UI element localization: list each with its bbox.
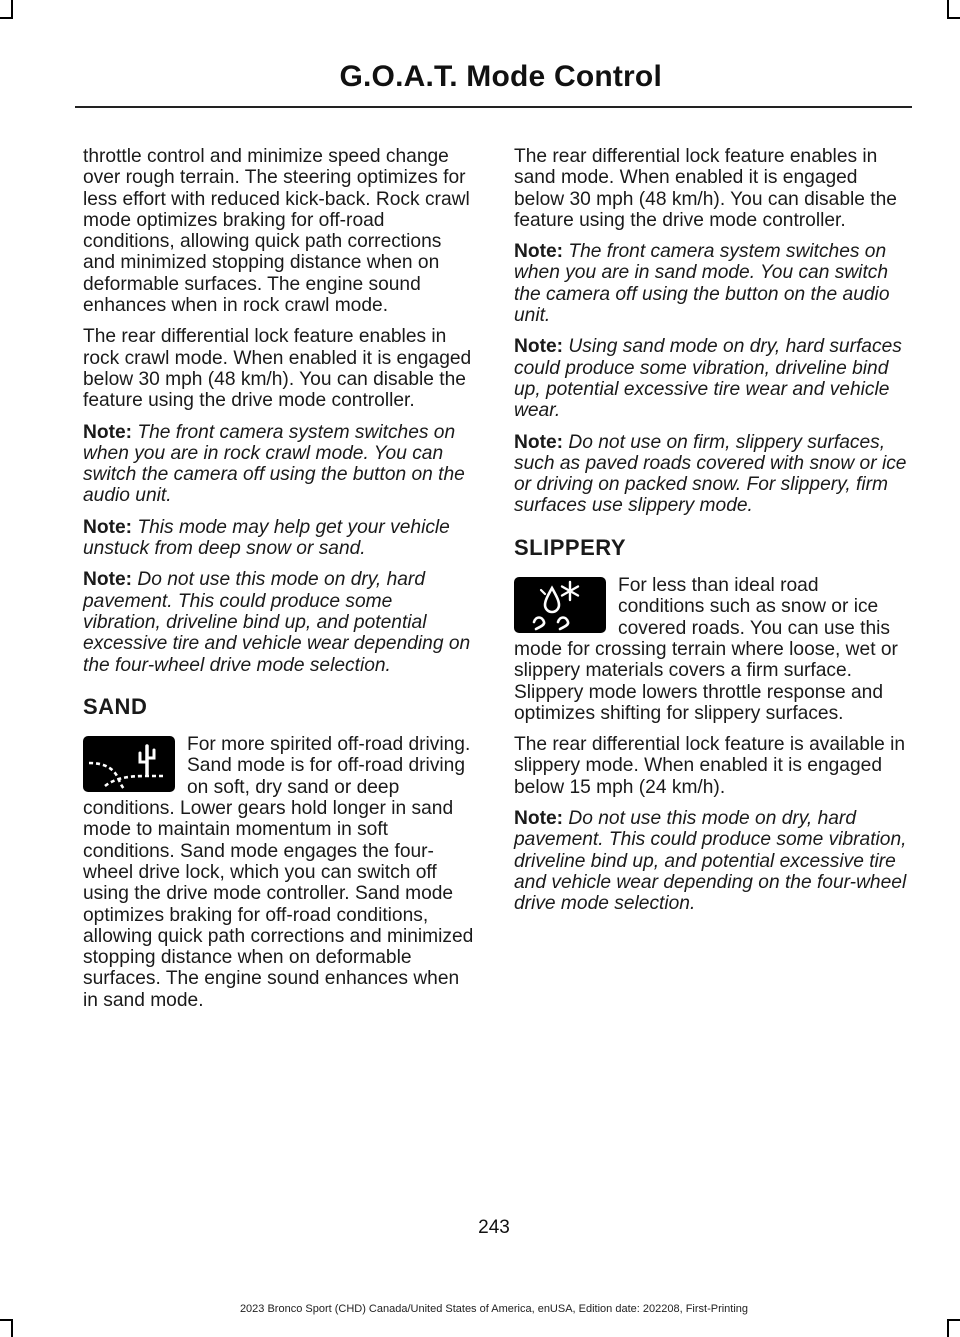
note-text: The front camera system switches on when you are in rock crawl mode. You can switch the camera off using the button on the audio unit. [83, 421, 465, 507]
crop-mark [11, 0, 13, 18]
note [83, 422, 475, 507]
note-label: Note: [83, 569, 133, 591]
crop-mark [947, 0, 949, 18]
note-label: Note: [514, 241, 564, 263]
note [514, 241, 908, 326]
right-column [514, 146, 908, 925]
crop-mark [11, 1319, 13, 1337]
note-label: Note: [83, 516, 133, 538]
note-label: Note: [514, 431, 564, 453]
note [514, 432, 908, 517]
crop-mark [947, 1319, 949, 1337]
page-number: 243 [478, 1217, 510, 1238]
note-label: Note: [514, 336, 564, 358]
page-title: G.O.A.T. Mode Control [339, 60, 662, 93]
sand-paragraph-text: For more spirited off-road driving. Sand mode is for off-road driving on soft, dry sand or deep conditions. Lower gears hold longer in sand mode to maintain momentum in soft conditions. Sand mode engages the four-wheel drive lock, which you can switch off using the drive mode controller. Sand mode optimizes braking for off-road conditions, allowing quick path corrections and minimized stopping distance when on deformable surfaces. The engine sound enhances when in sand mode. [83, 734, 474, 1011]
crop-mark [947, 17, 960, 19]
sand-paragraph [83, 734, 475, 1011]
note-text: This mode may help get your vehicle unstuck from deep snow or sand. [83, 516, 450, 560]
note [514, 336, 908, 421]
section-heading-slippery: SLIPPERY [514, 534, 626, 560]
body-paragraph: The rear differential lock feature is available in slippery mode. When enabled it is engaged below 15 mph (24 km/h). [514, 734, 906, 798]
slippery-paragraph-text: For less than ideal road conditions such as snow or ice covered roads. You can use this mode for crossing terrain where loose, wet or slippery materials covers a firm surface. Slippery mode lowers throttle response and optimizes shifting for slippery surfaces. [514, 575, 898, 724]
sand-mode-icon [83, 736, 175, 792]
note [83, 569, 475, 675]
body-paragraph: throttle control and minimize speed change over rough terrain. The steering optimizes for less effort with reduced kick-back. Rock crawl mode optimizes braking for off-road conditions, allowing quick path corrections and minimized stopping distance when on deformable surfaces. The engine sound enhances when in rock crawl mode. [83, 146, 470, 317]
crop-mark [0, 17, 13, 19]
note-text: Using sand mode on dry, hard surfaces could produce some vibration, driveline bind up, potential excessive tire wear and vehicle wear. [514, 336, 902, 422]
header-divider [75, 106, 912, 108]
note-label: Note: [83, 421, 133, 443]
crop-mark [947, 1319, 960, 1321]
note-label: Note: [514, 808, 564, 830]
left-column [83, 146, 475, 1021]
note-text: Do not use this mode on dry, hard pavement. This could produce some vibration, driveline bind up, and potential excessive tire and vehicle wear depending on the four-wheel drive mode selection. [514, 808, 907, 915]
body-paragraph: The rear differential lock feature enables in rock crawl mode. When enabled it is engaged below 30 mph (48 km/h). You can disable the feature using the drive mode controller. [83, 326, 472, 412]
slippery-mode-icon [514, 577, 606, 633]
crop-mark [0, 1319, 13, 1321]
note-text: Do not use on firm, slippery surfaces, such as paved roads covered with snow or ice or driving on packed snow. For slippery, firm surfaces use slippery mode. [514, 431, 907, 517]
section-heading-sand: SAND [83, 693, 148, 719]
note-text: Do not use this mode on dry, hard pavement. This could produce some vibration, driveline bind up, and potential excessive tire and vehicle wear depending on the four-wheel drive mode selection. [83, 569, 471, 676]
note-text: The front camera system switches on when you are in sand mode. You can switch the camera off using the button on the audio unit. [514, 241, 890, 327]
note [514, 808, 908, 914]
note [83, 517, 475, 560]
footer-edition-text: 2023 Bronco Sport (CHD) Canada/United States of America, enUSA, Edition date: 202208, First-Printing [239, 1303, 749, 1315]
slippery-paragraph [514, 575, 908, 724]
body-paragraph: The rear differential lock feature enables in sand mode. When enabled it is engaged below 30 mph (48 km/h). You can disable the feature using the drive mode controller. [514, 146, 897, 231]
